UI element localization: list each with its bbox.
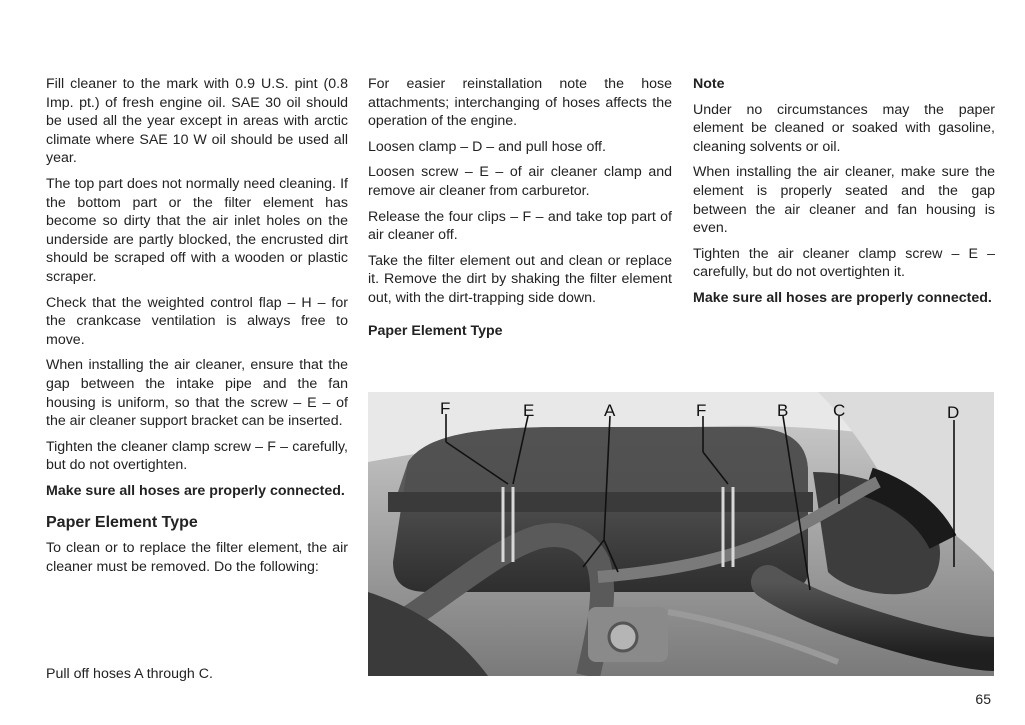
paragraph: When installing the air cleaner, make sure the element is properly seated and the gap between the air cleaner and fan housing is even. <box>693 164 995 237</box>
photo-label-f-left: F <box>440 399 451 418</box>
paragraph: For easier reinstallation note the hose attachments; interchanging of hoses affects the operation of the engine. <box>368 76 672 130</box>
section-heading: Paper Element Type <box>46 514 198 532</box>
note-heading: Note <box>693 76 725 92</box>
photo-label-e: E <box>523 401 535 420</box>
column-3 <box>693 75 995 315</box>
paragraph: The top part does not normally need cleaning. If the bottom part or the filter element has become so dirty that the air inlet holes on the underside are partly blocked, the encrusted dirt should be scraped off with a wooden or plastic scraper. <box>46 175 348 285</box>
paragraph: Take the filter element out and clean or replace it. Remove the dirt by shaking the filter element out, with the dirt-trapping side down. <box>368 252 672 306</box>
paragraph: Check that the weighted control flap – H – for the crankcase ventilation is always free to move. <box>46 294 348 348</box>
paragraph: Fill cleaner to the mark with 0.9 U.S. pint (0.8 Imp. pt.) of fresh engine oil. SAE 30 oil should be used all the year except in areas with arctic climate where SAE 10 W oil should be used all year. <box>46 76 348 167</box>
photo-label-f-right: F <box>696 401 707 420</box>
paragraph: Tighten the cleaner clamp screw – F – carefully, but do not overtighten. <box>46 438 348 474</box>
photo-caption-heading: Paper Element Type <box>368 322 503 339</box>
paragraph: Pull off hoses A through C. <box>46 666 213 682</box>
warning-paragraph: Make sure all hoses are properly connected. <box>693 289 992 306</box>
paragraph: Under no circumstances may the paper element be cleaned or soaked with gasoline, cleaning solvents or oil. <box>693 101 995 155</box>
photo-label-a: A <box>604 401 616 420</box>
column-2 <box>368 75 672 347</box>
paragraph: To clean or to replace the filter element, the air cleaner must be removed. Do the following: <box>46 540 348 575</box>
photo-label-c: C <box>833 401 846 420</box>
paragraph: Release the four clips – F – and take top part of air cleaner off. <box>368 208 672 244</box>
paragraph: When installing the air cleaner, ensure that the gap between the intake pipe and the fan housing is uniform, so that the screw – E – of the air cleaner support bracket can be inserted. <box>46 357 348 430</box>
air-cleaner-photo <box>368 392 994 676</box>
photo-label-b: B <box>777 401 789 420</box>
paragraph: Loosen screw – E – of air cleaner clamp and remove air cleaner from carburetor. <box>368 164 672 199</box>
paragraph: Loosen clamp – D – and pull hose off. <box>368 138 606 155</box>
photo-label-d: D <box>947 403 960 422</box>
engine-bay-illustration <box>368 392 994 676</box>
page-number: 65 <box>975 691 991 707</box>
warning-paragraph: Make sure all hoses are properly connected. <box>46 482 345 499</box>
column-1 <box>46 75 348 682</box>
paragraph: Tighten the air cleaner clamp screw – E – carefully, but do not overtighten it. <box>693 245 995 281</box>
